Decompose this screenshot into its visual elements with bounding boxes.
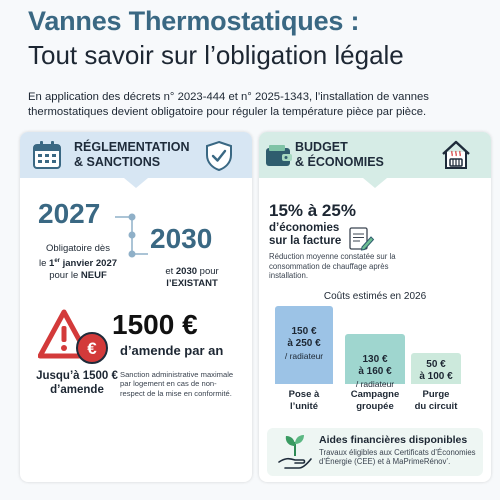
cost-category-label: Campagne groupée bbox=[350, 389, 400, 412]
budget-heading bbox=[295, 140, 384, 170]
page-title: Vannes Thermostatiques : bbox=[28, 6, 360, 36]
cost-category-label: Purge du circuit bbox=[414, 389, 458, 412]
euro-coin-icon bbox=[77, 333, 107, 363]
fine-subtitle: d’amende par an bbox=[120, 343, 224, 358]
fine-max: Jusqu’à 1500 € d’amende bbox=[36, 370, 118, 396]
document-pen-icon bbox=[347, 225, 375, 253]
calendar-icon bbox=[32, 140, 62, 170]
costs-chart-title: Coûts estimés en 2026 bbox=[323, 291, 427, 302]
cost-bar bbox=[411, 353, 461, 384]
year-2030-text bbox=[142, 266, 242, 290]
savings-percentage: 15% à 25% bbox=[269, 201, 356, 220]
savings-subtitle-line1: d’économies bbox=[269, 222, 340, 234]
cost-bar-value-low: 50 € bbox=[426, 359, 446, 370]
year-2027: 2027 bbox=[38, 198, 101, 229]
year-2027-text-line2: le 1er janvier 2027 bbox=[38, 258, 118, 270]
cost-category-label: Pose à l’unité bbox=[288, 389, 320, 412]
cost-bar-value-high: à 100 € bbox=[419, 371, 453, 382]
house-heating-icon bbox=[439, 138, 473, 172]
cost-bar-value-high: à 250 € bbox=[287, 338, 321, 349]
header-notch bbox=[363, 178, 387, 188]
svg-text:€: € bbox=[87, 339, 97, 358]
page-subtitle: Tout savoir sur l’obligation légale bbox=[28, 40, 404, 70]
regulation-heading-line2: & SANCTIONS bbox=[74, 155, 161, 169]
year-2030: 2030 bbox=[150, 223, 213, 254]
aid-text: Travaux éligibles aux Certificats d’Économies d’Énergie (CEE) et à MaPrimeRénov’. bbox=[319, 448, 476, 467]
financial-aid-box bbox=[267, 428, 483, 476]
cost-bar-value-low: 150 € bbox=[291, 326, 317, 337]
regulation-heading-line1: RÉGLEMENTATION bbox=[74, 140, 190, 154]
shield-check-icon bbox=[204, 140, 234, 172]
hand-plant-icon bbox=[277, 432, 313, 472]
warning-triangle-icon bbox=[38, 308, 114, 366]
savings-subtitle-line2: sur la facture bbox=[269, 235, 342, 247]
aid-title: Aides financières disponibles bbox=[319, 434, 468, 446]
cost-bar bbox=[275, 306, 333, 384]
intro-text: En application des décrets n° 2023-444 et n° 2025-1343, l’installation de vannes thermostatiques devient obligatoire pour réguler la température pièce par pièce. bbox=[28, 91, 429, 118]
cost-bar-value-high: à 160 € bbox=[358, 366, 392, 377]
cost-bar-value-low: 130 € bbox=[362, 354, 388, 365]
fine-note: Sanction administrative maximale par logement en cas de non-respect de la mise en conformité. bbox=[120, 370, 234, 398]
cost-bar bbox=[345, 334, 405, 389]
budget-heading-line1: BUDGET bbox=[295, 140, 348, 154]
wallet-icon bbox=[265, 144, 293, 168]
savings-note: Réduction moyenne constatée sur la consommation de chauffage après installation. bbox=[269, 252, 396, 281]
savings-subtitle bbox=[269, 222, 341, 248]
year-2030-text-line2: l’EXISTANT bbox=[166, 278, 218, 289]
budget-heading-line2: & ÉCONOMIES bbox=[295, 155, 384, 169]
cost-bar-unit: / radiateur bbox=[284, 351, 324, 361]
regulation-heading bbox=[74, 140, 190, 170]
budget-card bbox=[259, 132, 491, 482]
budget-card-header bbox=[259, 132, 491, 178]
year-2027-text-line3: pour le NEUF bbox=[49, 270, 107, 282]
year-2027-text bbox=[24, 243, 132, 282]
year-2027-text-line1: Obligatoire dès bbox=[46, 243, 110, 254]
regulation-card-header bbox=[20, 132, 252, 178]
regulation-card bbox=[20, 132, 252, 482]
year-2030-text-line1: et 2030 pour bbox=[165, 266, 219, 277]
cost-bar-unit: / radiateur bbox=[355, 379, 395, 389]
fine-amount: 1500 € bbox=[112, 309, 198, 340]
